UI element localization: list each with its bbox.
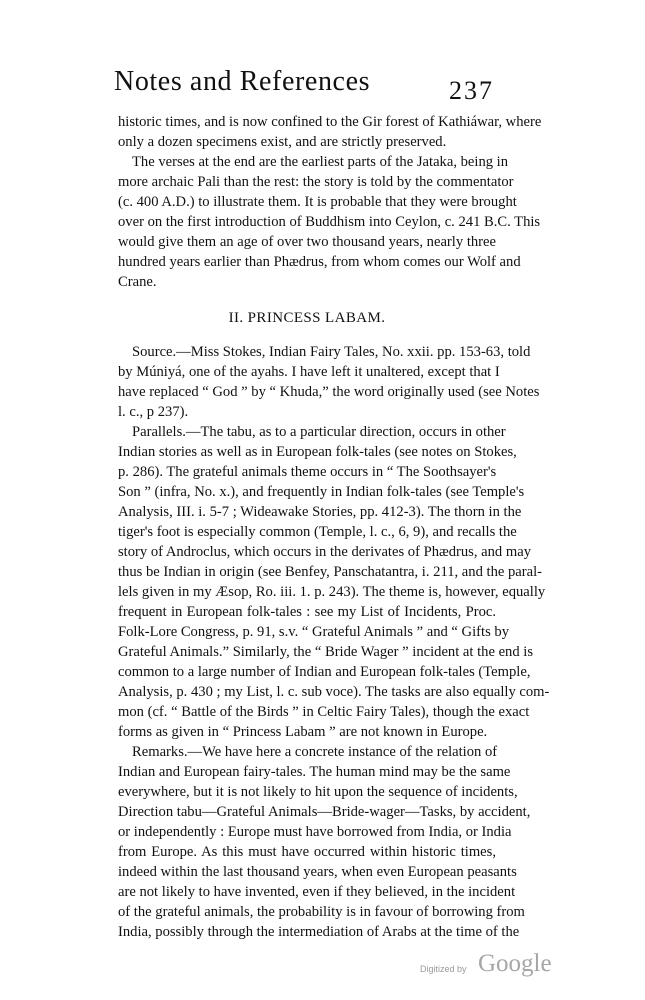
text-line: forms as given in “ Princess Labam ” are not known in Europe.	[118, 724, 488, 740]
page-number: 237	[449, 76, 494, 105]
text-line: by Múniyá, one of the ayahs. I have left it unaltered, except that I	[118, 364, 500, 380]
watermark-prefix: Digitized by	[420, 964, 467, 974]
text-line: have replaced “ God ” by “ Khuda,” the word originally used (see Notes	[118, 384, 540, 400]
text-line: everywhere, but it is not likely to hit upon the sequence of incidents,	[118, 784, 518, 800]
page-title: Notes and References	[114, 66, 371, 97]
text-line: The verses at the end are the earliest parts of the Jataka, being in	[132, 154, 509, 170]
text-line: are not likely to have invented, even if they believed, in the incident	[118, 884, 516, 900]
text-line: historic times, and is now confined to the Gir forest of Kathiáwar, where	[118, 114, 542, 130]
text-line: (c. 400 A.D.) to illustrate them. It is probable that they were brought	[118, 194, 517, 210]
text-line: Indian stories as well as in European folk-tales (see notes on Stokes,	[118, 444, 517, 460]
text-line: Parallels.—The tabu, as to a particular direction, occurs in other	[132, 424, 506, 440]
text-line: Indian and European fairy-tales. The human mind may be the same	[118, 764, 511, 780]
text-line: story of Androclus, which occurs in the derivates of Phædrus, and may	[118, 544, 532, 560]
text-line: over on the first introduction of Buddhism into Ceylon, c. 241 B.C. This	[118, 214, 541, 230]
text-line: Direction tabu—Grateful Animals—Bride-wager—Tasks, by accident,	[118, 804, 531, 820]
google-logo: Google	[478, 950, 552, 977]
text-line: from Europe. As this must have occurred within historic times,	[118, 844, 496, 860]
text-line: India, possibly through the intermediation of Arabs at the time of the	[118, 924, 520, 940]
text-line: or independently : Europe must have borrowed from India, or India	[118, 824, 512, 840]
text-line: frequent in European folk-tales : see my List of Incidents, Proc.	[118, 604, 496, 620]
text-line: indeed within the last thousand years, when even European peasants	[118, 864, 517, 880]
text-line: hundred years earlier than Phædrus, from whom comes our Wolf and	[118, 254, 521, 270]
text-line: lels given in my Æsop, Ro. iii. 1. p. 243). The theme is, however, equally	[118, 584, 546, 600]
text-line: more archaic Pali than the rest: the story is told by the commentator	[118, 174, 514, 190]
text-line: tiger's foot is especially common (Temple, l. c., 6, 9), and recalls the	[118, 524, 517, 540]
text-line: Source.—Miss Stokes, Indian Fairy Tales, No. xxii. pp. 153-63, told	[132, 344, 531, 360]
text-line: thus be Indian in origin (see Benfey, Panschatantra, i. 211, and the paral-	[118, 564, 543, 580]
text-line: Son ” (infra, No. x.), and frequently in Indian folk-tales (see Temple's	[118, 484, 525, 500]
section-heading: II. PRINCESS LABAM.	[228, 310, 386, 326]
running-head	[100, 66, 495, 106]
text-line: Remarks.—We have here a concrete instance of the relation of	[132, 744, 498, 760]
text-line: p. 286). The grateful animals theme occurs in “ The Soothsayer's	[118, 464, 497, 480]
text-line: Grateful Animals.” Similarly, the “ Bride Wager ” incident at the end is	[118, 644, 534, 660]
text-line: Analysis, p. 430 ; my List, l. c. sub voce). The tasks are also equally com-	[118, 684, 550, 700]
text-line: common to a large number of Indian and European folk-tales (Temple,	[118, 664, 531, 680]
body-text	[118, 112, 550, 942]
text-line: Crane.	[118, 274, 157, 290]
text-line: of the grateful animals, the probability is in favour of borrowing from	[118, 904, 525, 920]
digitized-watermark	[420, 950, 570, 984]
text-line: Analysis, III. i. 5-7 ; Wideawake Stories, pp. 412-3). The thorn in the	[118, 504, 522, 520]
text-line: only a dozen specimens exist, and are strictly preserved.	[118, 134, 447, 150]
text-line: Folk-Lore Congress, p. 91, s.v. “ Grateful Animals ” and “ Gifts by	[118, 624, 509, 640]
text-line: l. c., p 237).	[118, 404, 189, 420]
text-line: would give them an age of over two thousand years, nearly three	[118, 234, 496, 250]
text-line: mon (cf. “ Battle of the Birds ” in Celtic Fairy Tales), though the exact	[118, 704, 530, 720]
